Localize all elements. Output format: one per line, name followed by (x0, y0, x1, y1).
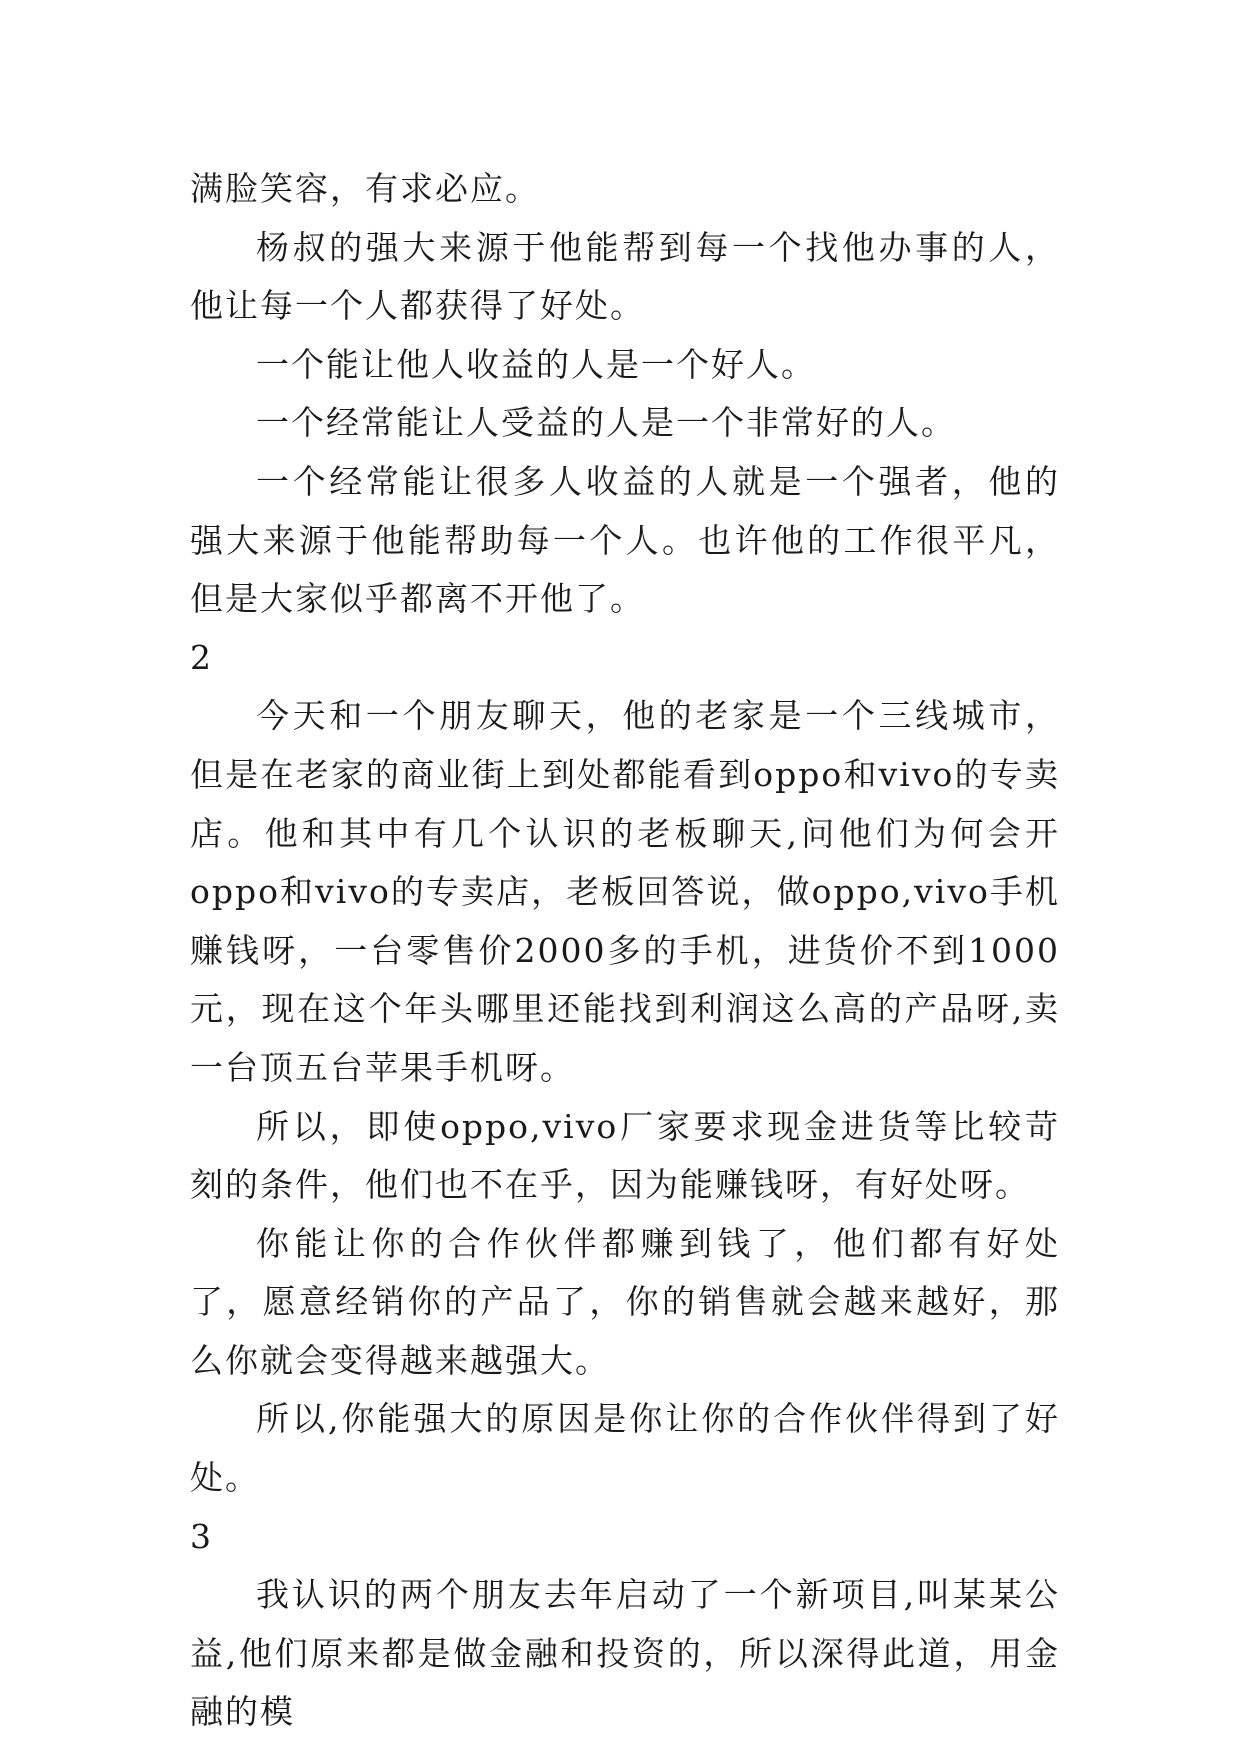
paragraph: 你能让你的合作伙伴都赚到钱了，他们都有好处了，愿意经销你的产品了，你的销售就会越来越好，那么你就会变得越来越强大。 (190, 1223, 1060, 1380)
paragraph: 一个能让他人收益的人是一个好人。 (256, 344, 816, 384)
paragraph-continuation: 满脸笑容，有求必应。 (190, 169, 540, 208)
paragraph: 所以，即使oppo,vivo厂家要求现金进货等比较苛刻的条件，他们也不在乎，因为能赚钱呀，有好处呀。 (190, 1106, 1060, 1205)
section-number-2: 2 (190, 637, 213, 677)
paragraph: 杨叔的强大来源于他能帮到每一个找他办事的人，他让每一个人都获得了好处。 (190, 227, 1060, 326)
paragraph: 我认识的两个朋友去年启动了一个新项目,叫某某公益,他们原来都是做金融和投资的，所以深得此道，用金融的模 (190, 1575, 1060, 1732)
paragraph: 一个经常能让人受益的人是一个非常好的人。 (256, 403, 956, 443)
document-body (190, 160, 1060, 1742)
paragraph: 所以,你能强大的原因是你让你的合作伙伴得到了好处。 (190, 1399, 1060, 1498)
section-number-3: 3 (190, 1516, 213, 1556)
paragraph: 今天和一个朋友聊天，他的老家是一个三线城市，但是在老家的商业街上到处都能看到oppo和vivo的专卖店。他和其中有几个认识的老板聊天,问他们为何会开oppo和vivo的专卖店，老板回答说，做oppo,vivo手机赚钱呀，一台零售价2000多的手机，进货价不到1000元，现在这个年头哪里还能找到利润这么高的产品呀,卖一台顶五台苹果手机呀。 (190, 696, 1060, 1087)
paragraph: 一个经常能让很多人收益的人就是一个强者，他的强大来源于他能帮助每一个人。也许他的工作很平凡，但是大家似乎都离不开他了。 (190, 461, 1060, 619)
